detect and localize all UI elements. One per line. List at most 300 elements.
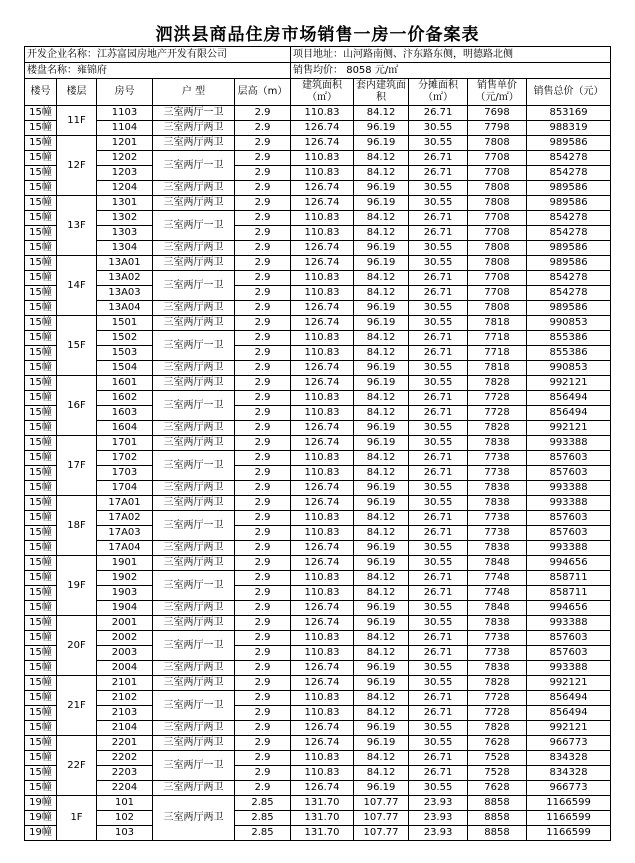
shared-area-cell: 26.71 [409,151,468,166]
shared-area-cell: 30.55 [409,256,468,271]
ceiling-height-cell: 2.9 [235,466,291,481]
gross-area-cell: 110.83 [291,451,354,466]
price-filing-table [24,46,611,841]
room-number-cell: 2003 [97,646,153,661]
total-price-cell: 856494 [527,691,611,706]
shared-area-cell: 30.55 [409,556,468,571]
header-room: 房号 [97,79,153,106]
building-cell: 15幢 [25,271,57,286]
gross-area-cell: 126.74 [291,376,354,391]
unit-price-cell: 7828 [468,676,527,691]
building-cell: 15幢 [25,766,57,781]
total-price-cell: 854278 [527,226,611,241]
building-cell: 15幢 [25,721,57,736]
developer-name: 开发企业名称：江苏富园房地产开发有限公司 [25,47,291,63]
inner-area-cell: 96.19 [354,301,409,316]
table-row [25,181,611,196]
unit-price-cell: 7738 [468,451,527,466]
ceiling-height-cell: 2.9 [235,436,291,451]
table-row [25,646,611,661]
inner-area-cell: 107.77 [354,826,409,841]
unit-price-cell: 7728 [468,691,527,706]
gross-area-cell: 110.83 [291,331,354,346]
inner-area-cell: 84.12 [354,391,409,406]
inner-area-cell: 96.19 [354,316,409,331]
floor-cell: 21F [57,676,97,736]
shared-area-cell: 26.71 [409,451,468,466]
table-row [25,706,611,721]
total-price-cell: 993388 [527,481,611,496]
room-number-cell: 102 [97,811,153,826]
unit-price-cell: 7738 [468,526,527,541]
table-row [25,631,611,646]
building-cell: 15幢 [25,631,57,646]
gross-area-cell: 110.83 [291,406,354,421]
unit-price-cell: 7708 [468,286,527,301]
ceiling-height-cell: 2.9 [235,241,291,256]
ceiling-height-cell: 2.9 [235,736,291,751]
building-cell: 15幢 [25,676,57,691]
unit-price-cell: 7708 [468,226,527,241]
table-row [25,796,611,811]
unit-price-cell: 7628 [468,781,527,796]
inner-area-cell: 84.12 [354,271,409,286]
room-number-cell: 1601 [97,376,153,391]
ceiling-height-cell: 2.85 [235,811,291,826]
ceiling-height-cell: 2.9 [235,151,291,166]
table-row [25,271,611,286]
gross-area-cell: 126.74 [291,481,354,496]
room-number-cell: 1104 [97,121,153,136]
unit-price-cell: 7738 [468,631,527,646]
shared-area-cell: 23.93 [409,796,468,811]
building-cell: 15幢 [25,466,57,481]
unit-price-cell: 7738 [468,466,527,481]
room-number-cell: 1503 [97,346,153,361]
ceiling-height-cell: 2.9 [235,571,291,586]
inner-area-cell: 107.77 [354,811,409,826]
inner-area-cell: 96.19 [354,121,409,136]
table-row [25,811,611,826]
room-number-cell: 1704 [97,481,153,496]
layout-cell: 三室两厅两卫 [153,556,235,571]
unit-price-cell: 7808 [468,256,527,271]
unit-price-cell: 7818 [468,316,527,331]
total-price-cell: 966773 [527,736,611,751]
layout-cell: 三室两厅两卫 [153,121,235,136]
shared-area-cell: 30.55 [409,361,468,376]
unit-price-cell: 7738 [468,511,527,526]
gross-area-cell: 110.83 [291,646,354,661]
layout-cell: 三室两厅两卫 [153,316,235,331]
ceiling-height-cell: 2.9 [235,226,291,241]
unit-price-cell: 7838 [468,541,527,556]
building-cell: 15幢 [25,406,57,421]
layout-cell: 三室两厅两卫 [153,421,235,436]
unit-price-cell: 8858 [468,811,527,826]
layout-cell: 三室两厅两卫 [153,361,235,376]
floor-cell: 22F [57,736,97,796]
total-price-cell: 990853 [527,361,611,376]
total-price-cell: 994656 [527,556,611,571]
total-price-cell: 857603 [527,466,611,481]
document-title: 泗洪县商品住房市场销售一房一价备案表 [155,25,480,45]
gross-area-cell: 110.83 [291,526,354,541]
ceiling-height-cell: 2.9 [235,376,291,391]
building-cell: 15幢 [25,301,57,316]
total-price-cell: 993388 [527,496,611,511]
gross-area-cell: 110.83 [291,511,354,526]
ceiling-height-cell: 2.9 [235,481,291,496]
ceiling-height-cell: 2.9 [235,541,291,556]
ceiling-height-cell: 2.9 [235,331,291,346]
building-cell: 15幢 [25,736,57,751]
layout-cell: 三室两厅一卫 [153,691,235,721]
unit-price-cell: 7708 [468,151,527,166]
shared-area-cell: 30.55 [409,721,468,736]
floor-cell: 11F [57,106,97,136]
gross-area-cell: 126.74 [291,196,354,211]
room-number-cell: 1904 [97,601,153,616]
layout-cell: 三室两厅两卫 [153,616,235,631]
table-row [25,691,611,706]
ceiling-height-cell: 2.9 [235,556,291,571]
unit-price-cell: 7748 [468,571,527,586]
shared-area-cell: 26.71 [409,466,468,481]
layout-cell: 三室两厅两卫 [153,181,235,196]
table-row [25,616,611,631]
total-price-cell: 857603 [527,526,611,541]
layout-cell: 三室两厅两卫 [153,601,235,616]
inner-area-cell: 96.19 [354,481,409,496]
total-price-cell: 857603 [527,646,611,661]
inner-area-cell: 96.19 [354,661,409,676]
gross-area-cell: 126.74 [291,316,354,331]
table-row [25,406,611,421]
ceiling-height-cell: 2.9 [235,346,291,361]
table-row [25,241,611,256]
unit-price-cell: 7528 [468,751,527,766]
inner-area-cell: 96.19 [354,721,409,736]
building-cell: 15幢 [25,601,57,616]
unit-price-cell: 7628 [468,736,527,751]
room-number-cell: 2101 [97,676,153,691]
total-price-cell: 989586 [527,136,611,151]
layout-cell: 三室两厅两卫 [153,676,235,691]
total-price-cell: 992121 [527,676,611,691]
total-price-cell: 854278 [527,271,611,286]
table-row [25,346,611,361]
inner-area-cell: 84.12 [354,451,409,466]
shared-area-cell: 30.55 [409,676,468,691]
table-row [25,166,611,181]
building-cell: 15幢 [25,136,57,151]
shared-area-cell: 30.55 [409,376,468,391]
gross-area-cell: 126.74 [291,181,354,196]
total-price-cell: 989586 [527,196,611,211]
building-cell: 15幢 [25,571,57,586]
layout-cell: 三室两厅一卫 [153,271,235,301]
inner-area-cell: 107.77 [354,796,409,811]
shared-area-cell: 26.71 [409,691,468,706]
shared-area-cell: 26.71 [409,571,468,586]
room-number-cell: 13A02 [97,271,153,286]
room-number-cell: 1203 [97,166,153,181]
layout-cell: 三室两厅两卫 [153,436,235,451]
layout-cell: 三室两厅一卫 [153,151,235,181]
total-price-cell: 858711 [527,571,611,586]
shared-area-cell: 26.71 [409,751,468,766]
room-number-cell: 17A01 [97,496,153,511]
layout-cell: 三室两厅两卫 [153,481,235,496]
table-row [25,121,611,136]
building-cell: 15幢 [25,511,57,526]
shared-area-cell: 30.55 [409,136,468,151]
unit-price-cell: 7808 [468,181,527,196]
total-price-cell: 990853 [527,316,611,331]
header-building: 楼号 [25,79,57,106]
ceiling-height-cell: 2.9 [235,706,291,721]
room-number-cell: 1501 [97,316,153,331]
floor-cell: 12F [57,136,97,196]
floor-cell: 18F [57,496,97,556]
ceiling-height-cell: 2.9 [235,316,291,331]
table-row [25,421,611,436]
gross-area-cell: 110.83 [291,631,354,646]
table-row [25,226,611,241]
inner-area-cell: 96.19 [354,376,409,391]
table-row [25,661,611,676]
shared-area-cell: 30.55 [409,316,468,331]
gross-area-cell: 110.83 [291,766,354,781]
layout-cell: 三室两厅一卫 [153,511,235,541]
gross-area-cell: 131.70 [291,811,354,826]
building-cell: 15幢 [25,256,57,271]
total-price-cell: 1166599 [527,826,611,841]
gross-area-cell: 110.83 [291,391,354,406]
floor-cell: 15F [57,316,97,376]
unit-price-cell: 7708 [468,271,527,286]
room-number-cell: 2004 [97,661,153,676]
project-name: 楼盘名称：雍锦府 [25,63,291,79]
table-row [25,196,611,211]
floor-cell: 16F [57,376,97,436]
total-price-cell: 989586 [527,301,611,316]
room-number-cell: 1302 [97,211,153,226]
room-number-cell: 1304 [97,241,153,256]
shared-area-cell: 30.55 [409,421,468,436]
room-number-cell: 1301 [97,196,153,211]
room-number-cell: 1502 [97,331,153,346]
gross-area-cell: 126.74 [291,361,354,376]
shared-area-cell: 26.71 [409,106,468,121]
building-cell: 15幢 [25,481,57,496]
room-number-cell: 1201 [97,136,153,151]
layout-cell: 三室两厅两卫 [153,721,235,736]
building-cell: 15幢 [25,436,57,451]
inner-area-cell: 96.19 [354,241,409,256]
ceiling-height-cell: 2.9 [235,256,291,271]
project-address: 项目地址：山河路南侧、汴东路东侧，明德路北侧 [291,47,611,63]
inner-area-cell: 84.12 [354,766,409,781]
unit-price-cell: 7838 [468,661,527,676]
room-number-cell: 13A04 [97,301,153,316]
shared-area-cell: 30.55 [409,781,468,796]
unit-price-cell: 7708 [468,211,527,226]
ceiling-height-cell: 2.9 [235,106,291,121]
table-row [25,481,611,496]
room-number-cell: 2204 [97,781,153,796]
inner-area-cell: 84.12 [354,526,409,541]
table-row [25,451,611,466]
ceiling-height-cell: 2.9 [235,121,291,136]
shared-area-cell: 26.71 [409,226,468,241]
shared-area-cell: 30.55 [409,616,468,631]
inner-area-cell: 96.19 [354,556,409,571]
table-row [25,286,611,301]
floor-cell: 20F [57,616,97,676]
unit-price-cell: 7728 [468,391,527,406]
total-price-cell: 989586 [527,241,611,256]
total-price-cell: 857603 [527,631,611,646]
inner-area-cell: 96.19 [354,181,409,196]
unit-price-cell: 7738 [468,646,527,661]
table-row [25,676,611,691]
total-price-cell: 988319 [527,121,611,136]
building-cell: 15幢 [25,196,57,211]
layout-cell: 三室两厅两卫 [153,301,235,316]
building-cell: 15幢 [25,376,57,391]
gross-area-cell: 126.74 [291,736,354,751]
inner-area-cell: 96.19 [354,196,409,211]
total-price-cell: 992121 [527,421,611,436]
building-cell: 15幢 [25,316,57,331]
shared-area-cell: 26.71 [409,646,468,661]
layout-cell: 三室两厅一卫 [153,451,235,481]
inner-area-cell: 96.19 [354,781,409,796]
layout-cell: 三室两厅两卫 [153,256,235,271]
inner-area-cell: 96.19 [354,421,409,436]
unit-price-cell: 7828 [468,376,527,391]
table-header-row [25,79,611,106]
gross-area-cell: 126.74 [291,721,354,736]
ceiling-height-cell: 2.9 [235,751,291,766]
ceiling-height-cell: 2.9 [235,586,291,601]
total-price-cell: 989586 [527,256,611,271]
room-number-cell: 101 [97,796,153,811]
header-total-price: 销售总价（元） [527,79,611,106]
total-price-cell: 856494 [527,391,611,406]
layout-cell: 三室两厅一卫 [153,106,235,121]
gross-area-cell: 131.70 [291,826,354,841]
total-price-cell: 856494 [527,406,611,421]
gross-area-cell: 126.74 [291,616,354,631]
total-price-cell: 856494 [527,706,611,721]
header-floor: 楼层 [57,79,97,106]
unit-price-cell: 7708 [468,166,527,181]
unit-price-cell: 8858 [468,796,527,811]
table-row [25,721,611,736]
gross-area-cell: 110.83 [291,706,354,721]
room-number-cell: 1204 [97,181,153,196]
gross-area-cell: 126.74 [291,301,354,316]
building-cell: 15幢 [25,166,57,181]
shared-area-cell: 26.71 [409,346,468,361]
shared-area-cell: 26.71 [409,766,468,781]
layout-cell: 三室两厅两卫 [153,541,235,556]
ceiling-height-cell: 2.9 [235,691,291,706]
building-cell: 15幢 [25,361,57,376]
room-number-cell: 1603 [97,406,153,421]
layout-cell: 三室两厅两卫 [153,661,235,676]
table-row [25,256,611,271]
unit-price-cell: 7838 [468,436,527,451]
building-cell: 15幢 [25,391,57,406]
unit-price-cell: 7838 [468,481,527,496]
total-price-cell: 993388 [527,661,611,676]
shared-area-cell: 26.71 [409,526,468,541]
total-price-cell: 854278 [527,286,611,301]
room-number-cell: 2202 [97,751,153,766]
inner-area-cell: 96.19 [354,361,409,376]
inner-area-cell: 96.19 [354,616,409,631]
building-cell: 15幢 [25,421,57,436]
gross-area-cell: 131.70 [291,796,354,811]
ceiling-height-cell: 2.9 [235,511,291,526]
unit-price-cell: 7818 [468,361,527,376]
total-price-cell: 1166599 [527,811,611,826]
total-price-cell: 834328 [527,766,611,781]
ceiling-height-cell: 2.9 [235,406,291,421]
room-number-cell: 2203 [97,766,153,781]
table-row [25,436,611,451]
room-number-cell: 1701 [97,436,153,451]
shared-area-cell: 26.71 [409,511,468,526]
gross-area-cell: 126.74 [291,121,354,136]
info-row-2 [25,63,611,79]
building-cell: 15幢 [25,526,57,541]
ceiling-height-cell: 2.9 [235,646,291,661]
total-price-cell: 966773 [527,781,611,796]
gross-area-cell: 110.83 [291,691,354,706]
room-number-cell: 1602 [97,391,153,406]
table-row [25,391,611,406]
inner-area-cell: 84.12 [354,571,409,586]
room-number-cell: 13A03 [97,286,153,301]
shared-area-cell: 26.71 [409,586,468,601]
table-row [25,331,611,346]
layout-cell: 三室两厅一卫 [153,571,235,601]
gross-area-cell: 126.74 [291,676,354,691]
building-cell: 19幢 [25,826,57,841]
gross-area-cell: 110.83 [291,466,354,481]
room-number-cell: 1202 [97,151,153,166]
layout-cell: 三室两厅一卫 [153,391,235,421]
room-number-cell: 17A03 [97,526,153,541]
gross-area-cell: 126.74 [291,601,354,616]
layout-cell: 三室两厅一卫 [153,331,235,361]
table-row [25,136,611,151]
shared-area-cell: 26.71 [409,286,468,301]
shared-area-cell: 26.71 [409,631,468,646]
unit-price-cell: 7728 [468,406,527,421]
room-number-cell: 1901 [97,556,153,571]
building-cell: 15幢 [25,616,57,631]
total-price-cell: 834328 [527,751,611,766]
ceiling-height-cell: 2.85 [235,796,291,811]
layout-cell: 三室两厅两卫 [153,796,235,841]
inner-area-cell: 84.12 [354,211,409,226]
